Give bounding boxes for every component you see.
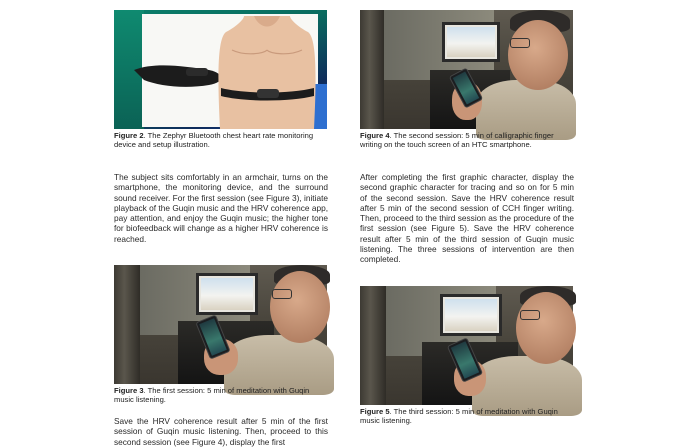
figure-4-caption	[360, 131, 574, 150]
paragraph-left-bottom: Save the HRV coherence result after 5 min of the first session of Guqin music listening. Then, proceed to this second session (see Figure 4), display the first	[114, 416, 328, 447]
figure-3-image	[114, 265, 327, 384]
loose-strap	[134, 65, 221, 86]
curtain	[114, 265, 140, 384]
person-head	[508, 20, 568, 90]
torso	[218, 16, 315, 129]
eyeglasses	[510, 38, 530, 48]
figure-2-caption	[114, 131, 328, 150]
tv-monitor	[440, 294, 502, 336]
curtain	[360, 286, 386, 405]
chest-strap-illustration	[114, 10, 327, 129]
figure-5-caption	[360, 407, 574, 426]
figure-2-image	[114, 10, 327, 129]
figure-5-label: Figure 5	[360, 407, 390, 416]
person-head	[516, 292, 576, 364]
paragraph-right-top: After completing the first graphic character, display the second graphic character for tracing and so on for 5 min of the second session. Save the HRV coherence result after 5 min of the second session of CCH finger writing. Then, proceed to the third session as the procedure of the first session (see Figure 5). Save the HRV coherence result after 5 min of the third session of Guqin music listening. The three sessions of intervention are then completed.	[360, 172, 574, 265]
worn-strap-sensor	[257, 89, 279, 98]
figure-5-caption-text: . The third session: 5 min of meditation with Guqin music listening.	[360, 407, 558, 426]
eyeglasses	[520, 310, 540, 320]
figure-3-caption	[114, 386, 328, 405]
figure-4-image	[360, 10, 573, 129]
paragraph-left-top: The subject sits comfortably in an armchair, turns on the smartphone, the monitoring device, and the surround sound receiver. For the first session (see Figure 3), initiate playback of the Guqin music and the HRV coherence app, pay attention, and enjoy the Guqin music; the higher tone for biofeedback will change as a higher HRV coherence is reached.	[114, 172, 328, 244]
figure-4-caption-text: . The second session: 5 min of calligraphic finger writing on the touch screen of an HTC smartphone.	[360, 131, 554, 150]
figure-4-label: Figure 4	[360, 131, 390, 140]
figure-2-caption-text: . The Zephyr Bluetooth chest heart rate monitoring device and setup illustration.	[114, 131, 314, 150]
figure-2-label: Figure 2	[114, 131, 144, 140]
person-head	[270, 271, 330, 343]
figure-3-label: Figure 3	[114, 386, 144, 395]
strap-sensor	[186, 68, 208, 76]
figure-3-caption-text: . The first session: 5 min of meditation with Guqin music listening.	[114, 386, 310, 405]
curtain	[360, 10, 384, 129]
tv-monitor	[442, 22, 500, 62]
figure-5-image	[360, 286, 573, 405]
eyeglasses	[272, 289, 292, 299]
tv-monitor	[196, 273, 258, 315]
